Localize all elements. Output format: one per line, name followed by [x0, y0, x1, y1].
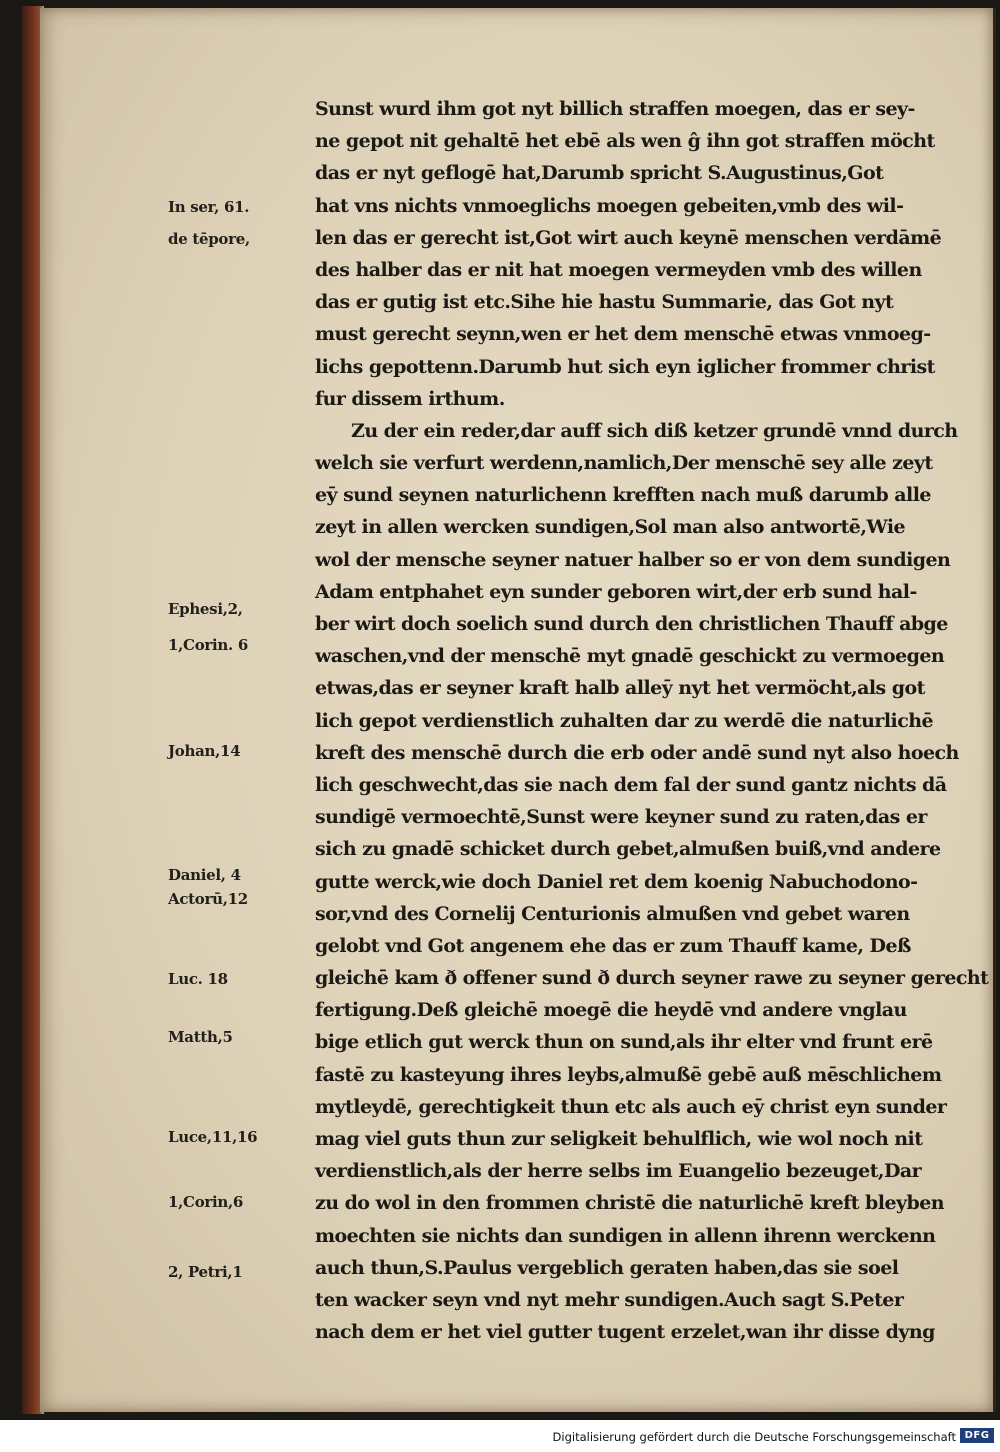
- marginal-note: In ser, 61.: [168, 197, 250, 216]
- text-line: hat vns nichts vnmoeglichs moegen gebeiten,vmb des wil‑: [315, 194, 904, 217]
- footer-bar: [0, 1420, 1000, 1452]
- text-line: kreft des menschē durch die erb oder andē sund nyt also hoech: [315, 741, 959, 764]
- text-line: gleichē kam ð offener sund ð durch seyner rawe zu seyner gerecht: [315, 967, 989, 990]
- text-line: zu do wol in den frommen christē die naturlichē kreft bleyben: [315, 1192, 945, 1215]
- text-line: zeyt in allen wercken sundigen,Sol man also antwortē,Wie: [315, 516, 906, 539]
- text-line: gelobt vnd Got angenem ehe das er zum Thauff kame, Deß: [315, 934, 911, 957]
- text-line: bige etlich gut werck thun on sund,als ihr elter vnd frunt erē: [315, 1031, 933, 1054]
- marginal-note: Ephesi,2,: [168, 600, 243, 619]
- text-line: moechten sie nichts dan sundigen in allenn ihrenn werckenn: [315, 1224, 936, 1247]
- text-line: mag viel guts thun zur seligkeit behulflich, wie wol noch nit: [315, 1128, 923, 1150]
- marginal-note: Actorū,12: [168, 889, 248, 908]
- text-line: das er nyt geflogē hat,Darumb spricht S.Augustinus,Got: [315, 162, 884, 185]
- text-line: lich geschwecht,das sie nach dem fal der sund gantz nichts dā: [315, 773, 947, 796]
- text-line: das er gutig ist etc.Sihe hie hastu Summarie, das Got nyt: [315, 291, 894, 314]
- marginal-note: Johan,14: [168, 741, 241, 760]
- text-line: Adam entphahet eyn sunder geboren wirt,der erb sund hal‑: [315, 580, 917, 603]
- text-line: ten wacker seyn vnd nyt mehr sundigen.Auch sagt S.Peter: [315, 1288, 904, 1311]
- text-line: etwas,das er seyner kraft halb alleȳ nyt het vermöcht,als got: [315, 677, 925, 700]
- text-line: gutte werck,wie doch Daniel ret dem koenig Nabuchodono‑: [315, 870, 918, 893]
- text-line: ber wirt doch soelich sund durch den christlichen Thauff abge: [315, 613, 948, 635]
- text-line: verdienstlich,als der herre selbs im Euangelio bezeuget,Dar: [315, 1160, 922, 1183]
- marginal-note: de tēpore,: [168, 229, 250, 248]
- marginal-note: 1,Corin,6: [168, 1192, 244, 1211]
- text-line: Zu der ein reder,dar auff sich diß ketzer grundē vnnd durch: [351, 419, 958, 442]
- text-line: fertigung.Deß gleichē moegē die heydē vnd andere vnglau: [315, 999, 907, 1022]
- text-line: must gerecht seynn,wen er het dem menschē etwas vnmoeg‑: [315, 323, 931, 346]
- marginal-note: 1,Corin. 6: [168, 635, 248, 654]
- body-text: [315, 93, 1000, 1348]
- book-page: [40, 8, 996, 1412]
- text-line: welch sie verfurt werdenn,namlich,Der menschē sey alle zeyt: [315, 452, 933, 475]
- marginal-note: Luc. 18: [168, 970, 228, 989]
- text-line: ne gepot nit gehaltē het ebē als wen ĝ ihn got straffen möcht: [315, 130, 935, 153]
- text-line: mytleydē, gerechtigkeit thun etc als auch eȳ christ eyn sunder: [315, 1095, 947, 1118]
- marginal-note: Luce,11,16: [168, 1128, 258, 1147]
- text-line: lich gepot verdienstlich zuhalten dar zu werdē die naturlichē: [315, 709, 934, 732]
- text-line: Sunst wurd ihm got nyt billich straffen moegen, das er sey‑: [315, 98, 915, 120]
- text-line: sor,vnd des Cornelij Centurionis almußen vnd gebet waren: [315, 902, 910, 925]
- text-line: waschen,vnd der menschē myt gnadē geschickt zu vermoegen: [315, 645, 945, 668]
- footer-credit: Digitalisierung gefördert durch die Deutsche Forschungsgemeinschaft: [552, 1430, 956, 1444]
- text-line: wol der mensche seyner natuer halber so er von dem sundigen: [315, 548, 951, 571]
- marginal-note: Matth,5: [168, 1028, 233, 1047]
- text-line: auch thun,S.Paulus vergeblich geraten haben,das sie soel: [315, 1256, 899, 1279]
- text-line: fastē zu kasteyung ihres leybs,almußē gebē auß mēschlichem: [315, 1063, 942, 1086]
- text-line: fur dissem irthum.: [315, 387, 505, 410]
- marginal-note: Daniel, 4: [168, 865, 241, 884]
- dfg-logo: DFG: [960, 1428, 994, 1443]
- text-line: des halber das er nit hat moegen vermeyden vmb des willen: [315, 258, 922, 281]
- text-line: sich zu gnadē schicket durch gebet,almußen buiß,vnd andere: [315, 838, 941, 861]
- text-line: lichs gepottenn.Darumb hut sich eyn iglicher frommer christ: [315, 355, 935, 378]
- marginal-note: 2, Petri,1: [168, 1263, 243, 1282]
- text-line: sundigē vermoechtē,Sunst were keyner sund zu raten,das er: [315, 806, 927, 829]
- text-line: eȳ sund seynen naturlichenn krefften nach muß darumb alle: [315, 484, 931, 507]
- text-line: nach dem er het viel gutter tugent erzelet,wan ihr disse dyng: [315, 1321, 935, 1344]
- text-line: len das er gerecht ist,Got wirt auch keynē menschen verdāmē: [315, 226, 942, 249]
